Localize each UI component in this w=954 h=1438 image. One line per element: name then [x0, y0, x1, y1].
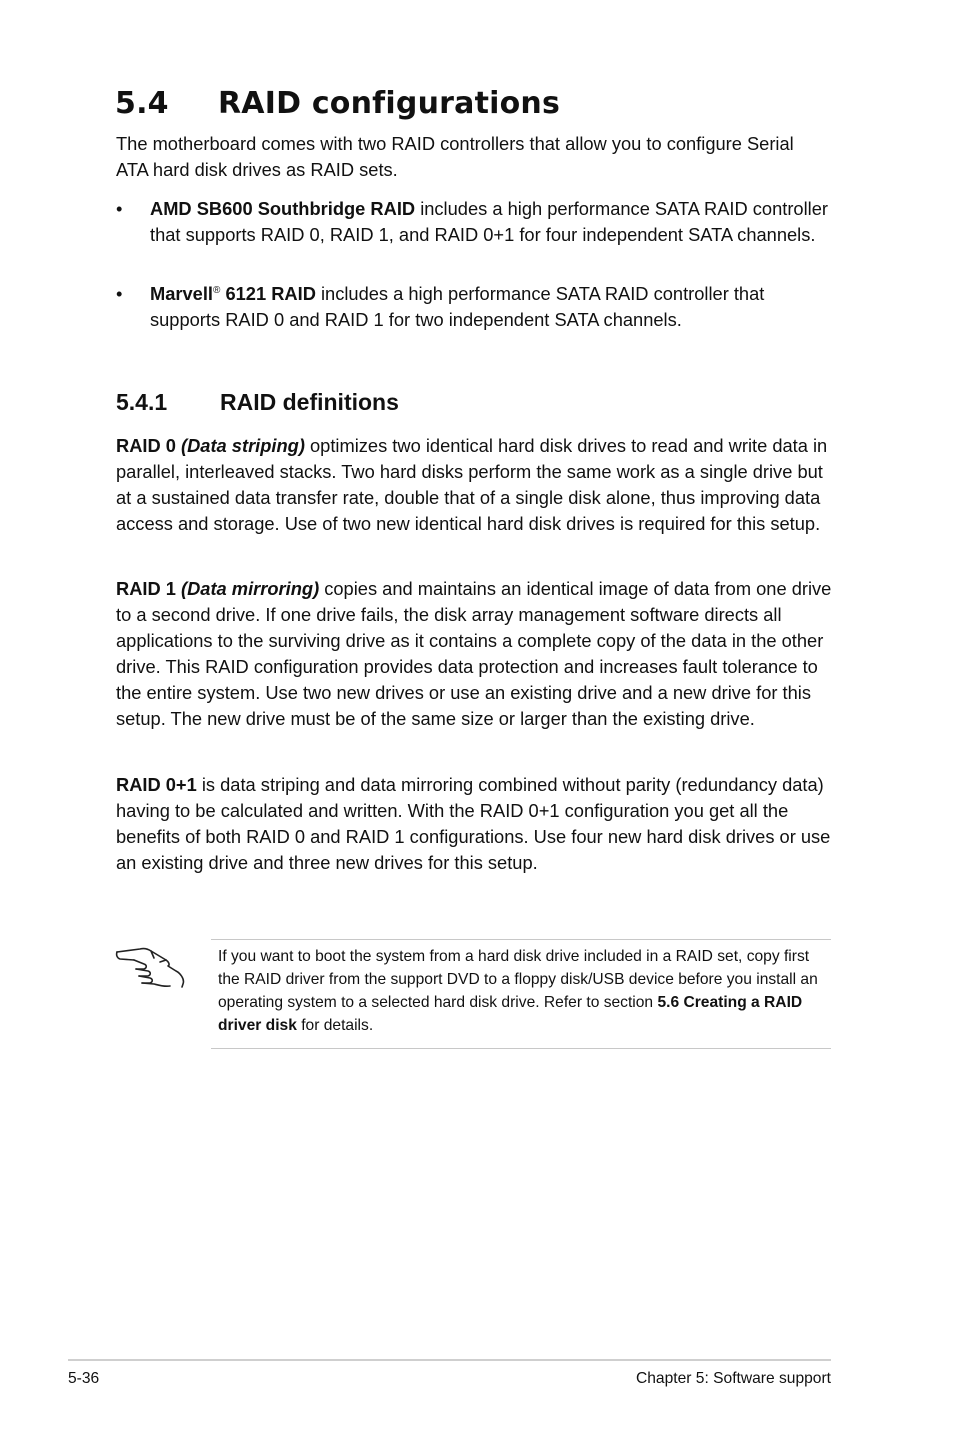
intro-paragraph: The motherboard comes with two RAID controllers that allow you to configure Serial ATA hard disk drives as RAID sets. [116, 133, 794, 180]
note-top-rule [211, 939, 831, 940]
page-number: 5-36 [68, 1370, 100, 1387]
definition-italic: (Data mirroring) [175, 578, 320, 599]
definition-term: RAID 0+1 [116, 774, 197, 795]
definition-italic: (Data striping) [175, 435, 305, 456]
bullet-marvell [116, 281, 836, 333]
pointing-hand-icon [114, 942, 188, 990]
section-title: RAID configurations [218, 86, 561, 121]
bullet-bold-2: 6121 RAID [220, 283, 316, 304]
registered-mark: ® [213, 284, 221, 296]
bullet-text: includes a high performance SATA RAID controller that supports RAID 0 and RAID 1 for two independent SATA channels. [150, 283, 765, 330]
subsection-heading [116, 389, 399, 416]
bullet-dot: • [116, 283, 123, 304]
note-bold-link: 5.6 Creating a RAID driver disk [218, 994, 803, 1034]
bullet-text: includes a high performance SATA RAID controller that supports RAID 0, RAID 1, and RAID 0+1 for four independent SATA channels. [150, 198, 828, 245]
definition-term: RAID 1 [116, 578, 176, 599]
note-text-after: for details. [296, 1017, 374, 1034]
bullet-bold: AMD SB600 Southbridge RAID [150, 198, 416, 219]
definition-term: RAID 0 [116, 435, 176, 456]
note-bottom-rule [211, 1048, 831, 1049]
note-text [218, 945, 818, 1037]
definition-text: copies and maintains an identical image of data from one drive to a second drive. If one drive fails, the disk array management software directs all applications to the surviving drive as it contains a complete copy of the data in the other drive. This RAID configuration provides data protection and increases fault tolerance to the entire system. Use two new drives or use an existing drive and a new drive for this setup. The new drive must be of the same size or larger than the existing drive. [116, 578, 832, 729]
bullet-amd [116, 196, 836, 248]
section-heading [115, 86, 560, 121]
footer-rule [68, 1359, 831, 1361]
note-text-before: If you want to boot the system from a hard disk drive included in a RAID set, copy first the RAID driver from the support DVD to a floppy disk/USB device before you install an operating system to a selected hard disk drive. Refer to section [218, 948, 818, 1011]
section-number: 5.4 [115, 86, 169, 121]
subsection-number: 5.4.1 [116, 389, 168, 415]
bullet-bold: Marvell [150, 283, 214, 304]
subsection-title: RAID definitions [220, 389, 399, 415]
bullet-dot: • [116, 198, 123, 219]
definition-text: is data striping and data mirroring combined without parity (redundancy data) having to be calculated and written. With the RAID 0+1 configuration you get all the benefits of both RAID 0 and RAID 1 configurations. Use four new hard disk drives or use an existing drive and three new drives for this setup. [116, 774, 831, 873]
definition-text: optimizes two identical hard disk drives to read and write data in parallel, interleaved stacks. Two hard disks perform the same work as a single drive but at a sustained data transfer rate, double that of a single disk alone, thus improving data access and storage. Use of two new identical hard disk drives is required for this setup. [116, 435, 828, 534]
definition-raid01 [116, 772, 832, 876]
definition-raid1 [116, 576, 832, 732]
chapter-title: Chapter 5: Software support [635, 1370, 831, 1387]
definition-raid0 [116, 433, 832, 537]
